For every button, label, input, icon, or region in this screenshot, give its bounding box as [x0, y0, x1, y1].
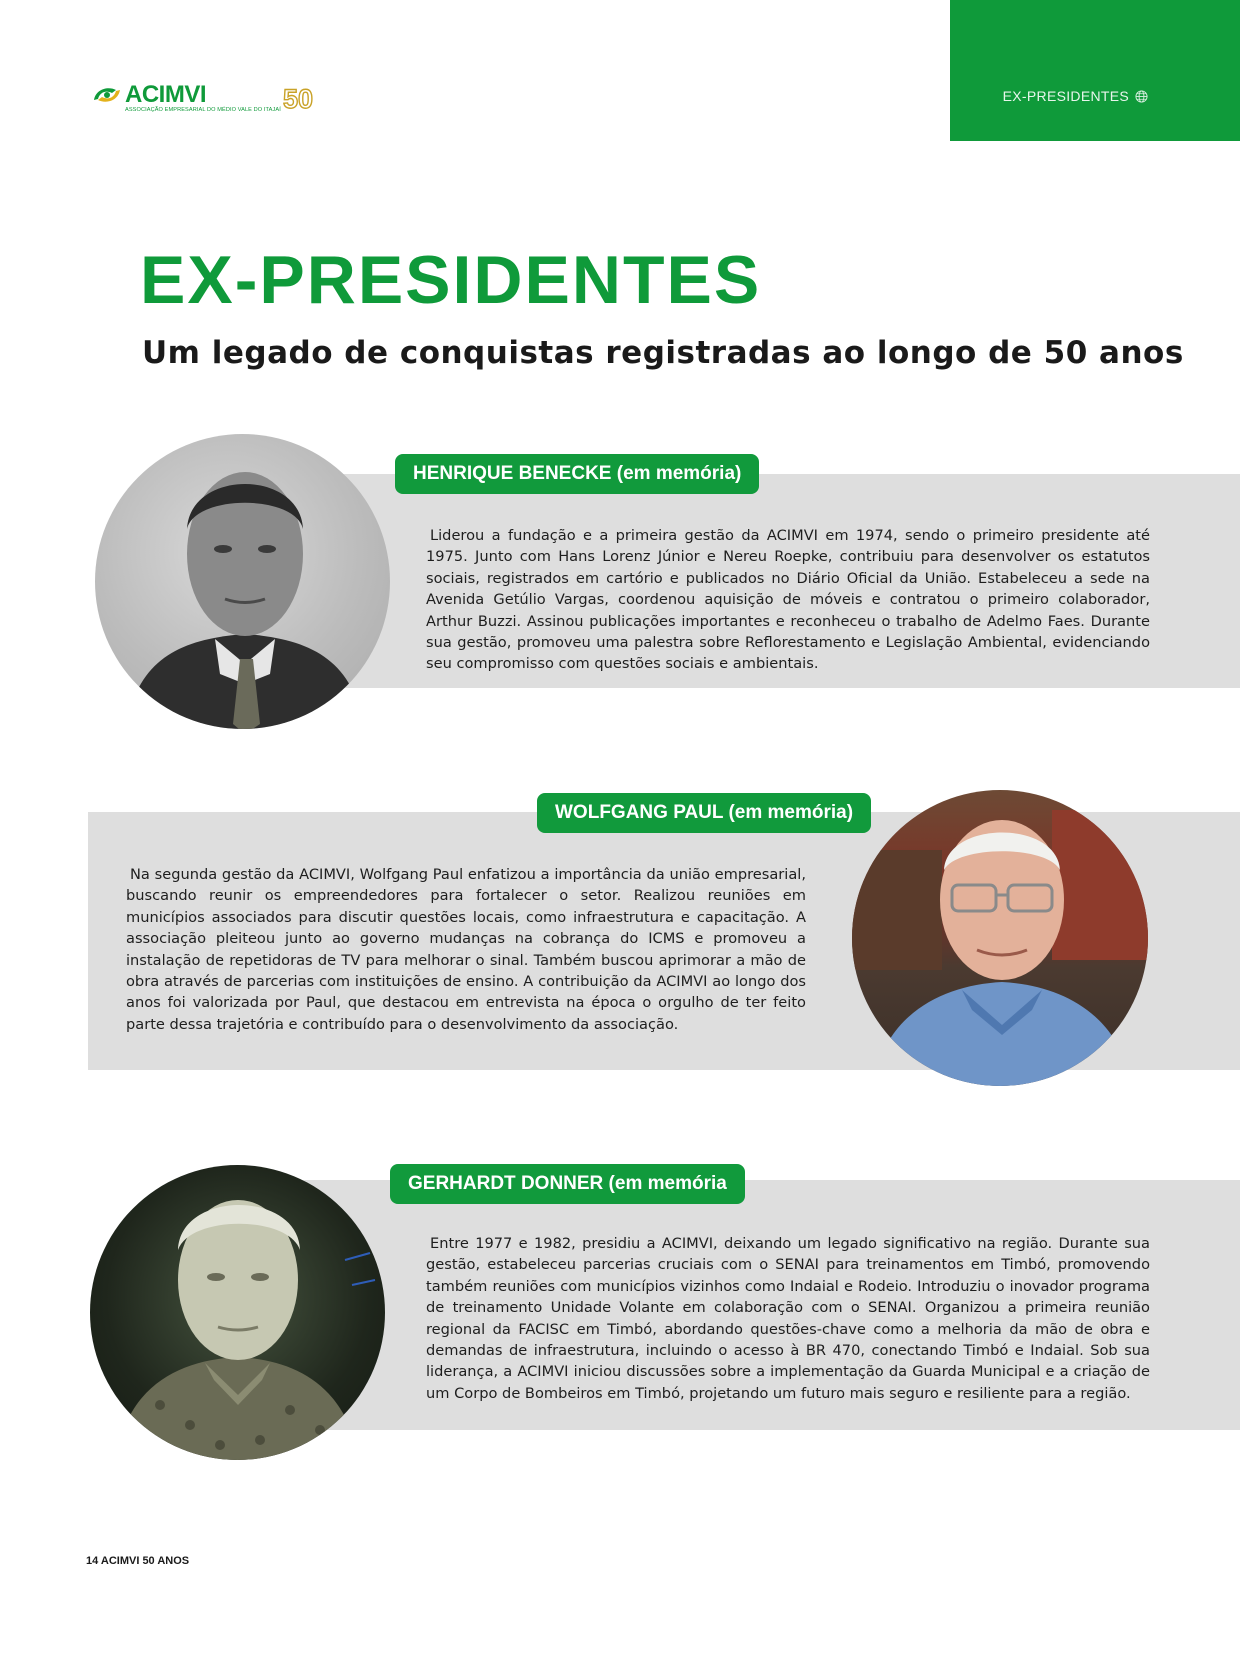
- anniversary-50-badge: [283, 84, 313, 114]
- acimvi-logo: [92, 81, 313, 120]
- president-3-bio: Entre 1977 e 1982, presidiu a ACIMVI, deixando um legado significativo na região. Durante sua gestão, estabeleceu parcerias cruciais com o SENAI para treinamentos em Timbó, promovendo também reuniões com municípios vizinhos como Indaial e Rodeio. Introduziu o inovador programa de treinamento Unidade Volante em colaboração com o SENAI. Organizou a primeira reunião regional da FACISC em Timbó, abordando questões-chave como a melhoria da mão de obra e demandas de infraestrutura, incluindo o acesso à BR 470, conectando Timbó e Indaial. Sob sua liderança, a ACIMVI iniciou discussões sobre a implementação da Guarda Municipal e a criação de um Corpo de Bombeiros em Timbó, projetando um futuro mais seguro e resiliente para a região.: [426, 1235, 1150, 1402]
- page-footer-label: 14 ACIMVI 50 ANOS: [86, 1555, 190, 1567]
- president-1-bio: Liderou a fundação e a primeira gestão da ACIMVI em 1974, sendo o primeiro presidente até 1975. Junto com Hans Lorenz Júnior e Nereu Roepke, contribuiu para desenvolver os estatutos sociais, registrados em cartório e publicados no Diário Oficial da União. Estabeleceu a sede na Avenida Getúlio Vargas, coordenou aquisição de móveis e contratou o primeiro colaborador, Arthur Buzzi. Assinou publicações importantes e reconheceu o trabalho de Adelmo Faes. Durante sua gestão, promoveu uma palestra sobre Reflorestamento e Legislação Ambiental, evidenciando seu compromisso com questões sociais e ambientais.: [426, 527, 1150, 673]
- logo-text: [125, 81, 281, 114]
- section-label-text: EX-PRESIDENTES: [1002, 88, 1129, 104]
- president-1-name-badge: HENRIQUE BENECKE (em memória): [395, 454, 759, 494]
- logo-tagline: ASSOCIAÇÃO EMPRESARIAL DO MÉDIO VALE DO ITAJAÍ: [125, 107, 281, 113]
- president-3-photo: [90, 1165, 385, 1460]
- president-1-photo: [95, 434, 390, 729]
- acimvi-logo-icon: [92, 84, 122, 106]
- president-3-portrait: [90, 1165, 385, 1460]
- page-subtitle: Um legado de conquistas registradas ao longo de 50 anos: [142, 335, 1184, 371]
- anniversary-number: 50: [282, 84, 313, 114]
- header-green-block: [950, 0, 1240, 141]
- president-3-name-badge: GERHARDT DONNER (em memória: [390, 1164, 745, 1204]
- globe-icon: [1135, 90, 1148, 103]
- president-2-photo: [852, 790, 1148, 1086]
- president-2-name-badge: WOLFGANG PAUL (em memória): [537, 793, 871, 833]
- section-label: [1003, 88, 1148, 104]
- page-title: EX-PRESIDENTES: [140, 242, 762, 318]
- president-2-portrait: [852, 790, 1148, 1086]
- president-2-bio: Na segunda gestão da ACIMVI, Wolfgang Paul enfatizou a importância da união empresarial, buscando reunir os empreendedores para fortalecer o setor. Realizou reuniões em municípios associados para discutir questões locais, como infraestrutura e capacitação. A associação pleiteou junto ao governo mudanças na cobrança do ICMS e promoveu a instalação de repetidoras de TV para melhorar o sinal. Também buscou aprimorar a mão de obra através de parcerias com instituições de ensino. A contribuição da ACIMVI ao longo dos anos foi valorizada por Paul, que destacou em entrevista na época o orgulho de ter feito parte dessa trajetória e contribuído para o desenvolvimento da associação.: [126, 866, 806, 1033]
- logo-name: ACIMVI: [125, 81, 206, 108]
- president-1-portrait: [95, 434, 390, 729]
